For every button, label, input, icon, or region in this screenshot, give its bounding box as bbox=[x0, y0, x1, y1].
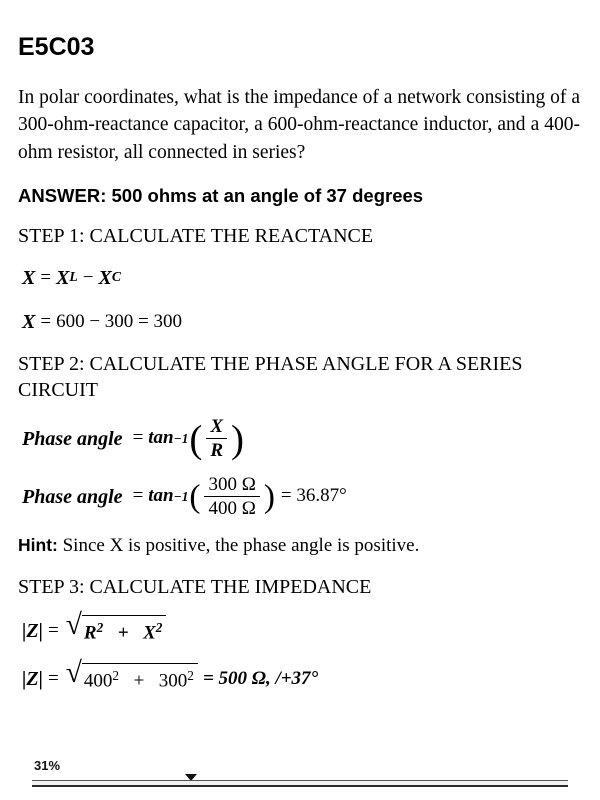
radicand-x: X bbox=[143, 622, 156, 644]
formula-phase-result: = 36.87° bbox=[280, 485, 347, 507]
formula-phase-angle-symbolic bbox=[18, 417, 582, 461]
fraction-denominator: R bbox=[210, 439, 224, 461]
radicand-300: 300 bbox=[158, 670, 188, 692]
reader-footer bbox=[0, 756, 600, 800]
step-2-heading: STEP 2: CALCULATE THE PHASE ANGLE FOR A SERIES CIRCUIT bbox=[18, 352, 523, 401]
hint-line bbox=[18, 533, 582, 559]
formula-abs-z: |Z| bbox=[22, 620, 44, 643]
step-3-heading: STEP 3: CALCULATE THE IMPEDANCE bbox=[18, 576, 372, 599]
radical-symbolic bbox=[65, 609, 167, 648]
formula-xl-subscript: L bbox=[69, 269, 78, 285]
radical-sign-numeric: √ bbox=[65, 657, 82, 690]
progress-scrollbar[interactable] bbox=[32, 780, 568, 787]
answer-line: ANSWER: 500 ohms at an angle of 37 degrees bbox=[18, 184, 424, 206]
right-paren-numeric: ) bbox=[263, 478, 275, 516]
radicand-plus-numeric: + bbox=[133, 670, 145, 692]
formula-tan: tan bbox=[148, 427, 174, 449]
formula-reactance-numeric bbox=[18, 307, 582, 337]
formula-lhs-x: X bbox=[22, 266, 36, 289]
left-paren-numeric: ( bbox=[189, 478, 201, 516]
fraction-numerator-value: 300 Ω bbox=[204, 475, 259, 497]
hint-label: Hint: bbox=[18, 534, 58, 555]
hint-text: Since X is positive, the phase angle is positive. bbox=[62, 534, 420, 556]
formula-abs-z-numeric: |Z| bbox=[22, 668, 44, 691]
question-text: In polar coordinates, what is the impedance of a network consisting of a 300-ohm-reactance capacitor, a 600-ohm-reactance inductor, and a 400-ohm resistor, all connected in series? bbox=[18, 86, 580, 163]
radicand-r: R bbox=[83, 622, 97, 644]
formula-xl: X bbox=[56, 266, 70, 289]
formula-lhs-x-numeric: X bbox=[22, 310, 36, 333]
formula-impedance-numeric bbox=[18, 657, 582, 696]
formula-xc: X bbox=[98, 266, 112, 289]
question-id: E5C03 bbox=[18, 33, 95, 61]
progress-percent: 31% bbox=[34, 758, 61, 773]
formula-impedance-result: = 500 Ω, /+37° bbox=[202, 668, 319, 690]
formula-equals-numeric: = bbox=[40, 310, 52, 332]
fraction-numerator: X bbox=[206, 417, 227, 439]
formula-tan-numeric: tan bbox=[148, 485, 174, 507]
formula-impedance-symbolic bbox=[18, 609, 582, 648]
radicand-400: 400 bbox=[83, 670, 113, 692]
radicand-symbolic bbox=[82, 615, 167, 648]
formula-equals: = bbox=[40, 266, 52, 288]
radicand-300-exp: 2 bbox=[187, 668, 194, 684]
formula-impedance-equals-numeric: = bbox=[48, 668, 59, 690]
formula-tan-exponent-numeric: −1 bbox=[173, 488, 189, 504]
formula-impedance-equals: = bbox=[48, 619, 59, 641]
formula-phase-label-numeric: Phase angle bbox=[22, 485, 123, 508]
radicand-400-exp: 2 bbox=[112, 668, 120, 684]
radicand-x-exp: 2 bbox=[155, 620, 163, 636]
formula-phase-equals-numeric: = bbox=[132, 485, 144, 507]
formula-minus: − bbox=[82, 266, 94, 288]
radicand-r-exp: 2 bbox=[96, 620, 104, 636]
formula-reactance-symbolic bbox=[18, 263, 582, 293]
right-paren: ) bbox=[231, 418, 244, 462]
radical-sign: √ bbox=[65, 609, 82, 642]
radical-numeric bbox=[65, 657, 198, 696]
radicand-numeric bbox=[82, 663, 198, 696]
formula-tan-exponent: −1 bbox=[173, 430, 189, 446]
formula-x-values: 600 − 300 = 300 bbox=[56, 310, 182, 332]
left-paren: ( bbox=[189, 418, 203, 462]
step-1-heading: STEP 1: CALCULATE THE REACTANCE bbox=[18, 224, 374, 247]
fraction-denominator-value: 400 Ω bbox=[208, 497, 256, 519]
formula-phase-equals: = bbox=[132, 427, 144, 449]
formula-phase-label: Phase angle bbox=[22, 427, 123, 450]
formula-xc-subscript: C bbox=[111, 269, 121, 285]
fraction-300-over-400 bbox=[204, 475, 259, 519]
radicand-plus: + bbox=[117, 622, 129, 644]
fraction-x-over-r bbox=[206, 417, 227, 461]
formula-phase-angle-numeric bbox=[18, 475, 582, 519]
